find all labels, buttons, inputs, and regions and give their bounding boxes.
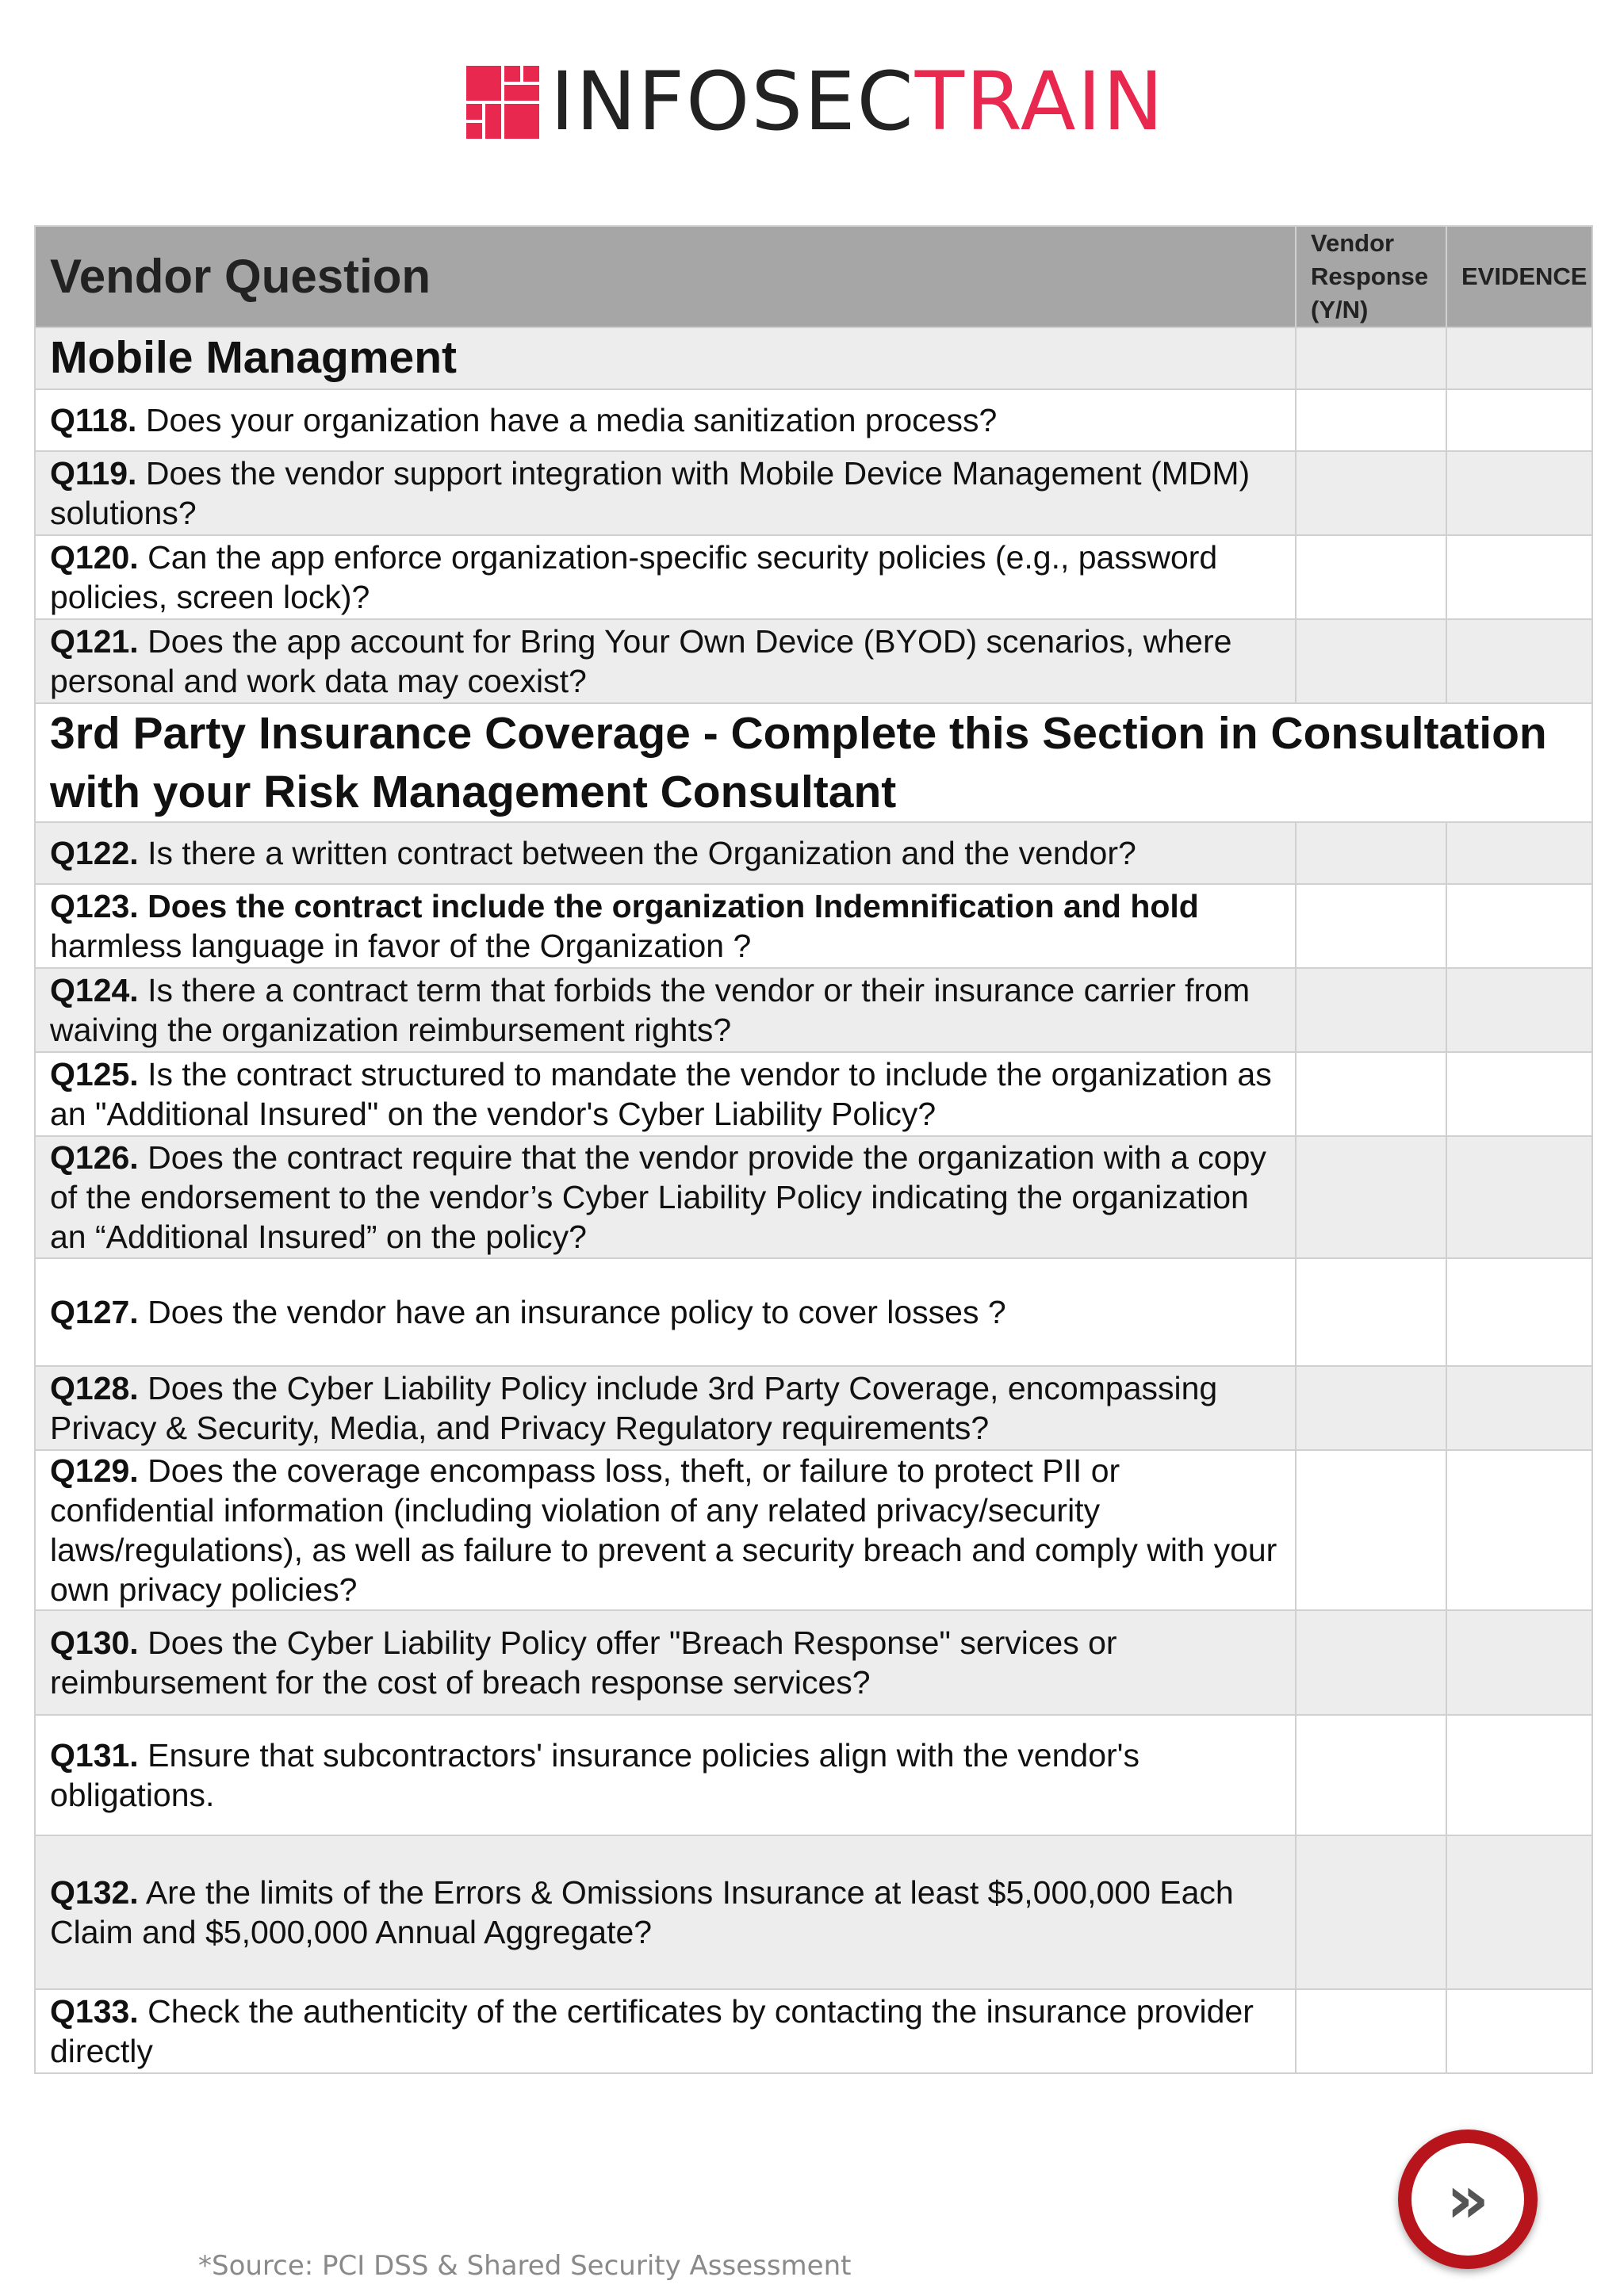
response-cell[interactable] <box>1296 1052 1446 1136</box>
question-body: Does the contract require that the vendor provide the organization with a copy of the endorsement to the vendor’s Cyber Liability Policy indicating the organization an “Additional Insured” on the policy? <box>50 1138 1266 1255</box>
response-cell[interactable] <box>1296 1136 1446 1258</box>
question-text <box>35 1052 1296 1136</box>
response-cell[interactable] <box>1296 451 1446 535</box>
question-text <box>35 1258 1296 1366</box>
evidence-cell[interactable] <box>1446 451 1592 535</box>
question-id: Q119. <box>50 454 137 492</box>
question-body: Does the app account for Bring Your Own Device (BYOD) scenarios, where personal and work data may coexist? <box>50 622 1232 699</box>
question-text <box>35 1989 1296 2073</box>
question-text <box>35 389 1296 451</box>
question-row <box>35 1052 1592 1136</box>
question-body: Does your organization have a media sanitization process? <box>136 401 998 438</box>
evidence-cell[interactable] <box>1446 1258 1592 1366</box>
response-cell[interactable] <box>1296 535 1446 619</box>
question-id: Q124. <box>50 971 139 1008</box>
question-text <box>35 1715 1296 1835</box>
question-text <box>35 1610 1296 1715</box>
question-row <box>35 968 1592 1052</box>
question-id: Q123. <box>50 887 139 924</box>
response-cell[interactable] <box>1296 327 1446 389</box>
question-body: Check the authenticity of the certificates by contacting the insurance provider directly <box>50 1992 1254 2069</box>
question-row <box>35 884 1592 968</box>
question-id: Q132. <box>50 1873 139 1911</box>
infosectrain-logo <box>466 55 1165 149</box>
section-title: 3rd Party Insurance Coverage - Complete this Section in Consultation with your Risk Management Consultant <box>35 703 1592 822</box>
response-cell[interactable] <box>1296 1989 1446 2073</box>
evidence-cell[interactable] <box>1446 535 1592 619</box>
question-text <box>35 968 1296 1052</box>
evidence-cell[interactable] <box>1446 1989 1592 2073</box>
response-cell[interactable] <box>1296 389 1446 451</box>
question-text <box>35 822 1296 884</box>
response-cell[interactable] <box>1296 1450 1446 1610</box>
logo-grid-icon <box>466 66 539 139</box>
question-id: Q131. <box>50 1736 139 1774</box>
header-vendor-response: Vendor Response (Y/N) <box>1296 226 1446 327</box>
section-row <box>35 703 1592 822</box>
section-title: Mobile Managment <box>35 327 1296 389</box>
question-text <box>35 1366 1296 1450</box>
evidence-cell[interactable] <box>1446 389 1592 451</box>
response-cell[interactable] <box>1296 968 1446 1052</box>
response-cell[interactable] <box>1296 1835 1446 1989</box>
question-row <box>35 1450 1592 1610</box>
question-text <box>35 619 1296 703</box>
question-bold-text: Does the contract include the organization Indemnification and hold <box>138 887 1199 924</box>
response-cell[interactable] <box>1296 1366 1446 1450</box>
question-id: Q130. <box>50 1624 139 1661</box>
question-body: Ensure that subcontractors' insurance policies align with the vendor's obligations. <box>50 1736 1139 1813</box>
question-row <box>35 1136 1592 1258</box>
question-body: Does the vendor support integration with Mobile Device Management (MDM) solutions? <box>50 454 1251 531</box>
evidence-cell[interactable] <box>1446 1450 1592 1610</box>
question-id: Q122. <box>50 834 139 871</box>
question-id: Q129. <box>50 1452 139 1489</box>
question-row <box>35 1989 1592 2073</box>
response-cell[interactable] <box>1296 1258 1446 1366</box>
question-row <box>35 1610 1592 1715</box>
question-text <box>35 535 1296 619</box>
evidence-cell[interactable] <box>1446 1835 1592 1989</box>
question-body: Does the coverage encompass loss, theft, or failure to protect PII or confidential information (including violation of any related privacy/security laws/regulations), as well as failure to prevent a security breach and comply with your own privacy policies? <box>50 1452 1277 1608</box>
question-body: Does the vendor have an insurance policy to cover losses ? <box>138 1293 1006 1330</box>
question-text <box>35 884 1296 968</box>
question-row <box>35 389 1592 451</box>
question-text <box>35 1136 1296 1258</box>
question-body: Can the app enforce organization-specific security policies (e.g., password policies, screen lock)? <box>50 538 1218 615</box>
evidence-cell[interactable] <box>1446 884 1592 968</box>
question-row <box>35 1835 1592 1989</box>
evidence-cell[interactable] <box>1446 327 1592 389</box>
response-cell[interactable] <box>1296 884 1446 968</box>
question-body: Are the limits of the Errors & Omissions Insurance at least $5,000,000 Each Claim and $5,000,000 Annual Aggregate? <box>50 1873 1234 1950</box>
question-row <box>35 535 1592 619</box>
question-id: Q126. <box>50 1138 139 1176</box>
evidence-cell[interactable] <box>1446 1366 1592 1450</box>
question-id: Q133. <box>50 1992 139 2030</box>
question-id: Q118. <box>50 401 137 438</box>
question-body: Does the Cyber Liability Policy offer "Breach Response" services or reimbursement for the cost of breach response services? <box>50 1624 1117 1701</box>
evidence-cell[interactable] <box>1446 968 1592 1052</box>
header-vendor-question: Vendor Question <box>35 226 1296 327</box>
evidence-cell[interactable] <box>1446 1136 1592 1258</box>
question-row <box>35 822 1592 884</box>
question-row <box>35 1715 1592 1835</box>
question-row <box>35 1258 1592 1366</box>
question-body: harmless language in favor of the Organization ? <box>50 927 752 964</box>
question-row <box>35 1366 1592 1450</box>
question-body: Is there a contract term that forbids the vendor or their insurance carrier from waiving the organization reimbursement rights? <box>50 971 1251 1048</box>
question-row <box>35 451 1592 535</box>
double-chevron-right-icon: » <box>1411 2143 1524 2256</box>
response-cell[interactable] <box>1296 619 1446 703</box>
response-cell[interactable] <box>1296 1610 1446 1715</box>
source-footnote: *Source: PCI DSS & Shared Security Assessment <box>198 2250 852 2282</box>
table-header-row <box>35 226 1592 327</box>
next-page-button[interactable] <box>1398 2130 1538 2269</box>
question-id: Q125. <box>50 1055 139 1093</box>
section-row <box>35 327 1592 389</box>
question-text <box>35 1835 1296 1989</box>
question-body: Is there a written contract between the Organization and the vendor? <box>138 834 1136 871</box>
question-row <box>35 619 1592 703</box>
question-body: Is the contract structured to mandate the vendor to include the organization as an "Additional Insured" on the vendor's Cyber Liability Policy? <box>50 1055 1272 1132</box>
question-id: Q127. <box>50 1293 139 1330</box>
logo-wordmark: INFOSECTRAIN <box>550 55 1165 149</box>
evidence-cell[interactable] <box>1446 619 1592 703</box>
header-evidence: EVIDENCE <box>1446 226 1592 327</box>
vendor-question-table <box>34 225 1593 2074</box>
question-text <box>35 1450 1296 1610</box>
question-id: Q120. <box>50 538 139 576</box>
response-cell[interactable] <box>1296 822 1446 884</box>
question-body: Does the Cyber Liability Policy include 3rd Party Coverage, encompassing Privacy & Security, Media, and Privacy Regulatory requirements? <box>50 1369 1218 1446</box>
evidence-cell[interactable] <box>1446 822 1592 884</box>
evidence-cell[interactable] <box>1446 1610 1592 1715</box>
evidence-cell[interactable] <box>1446 1715 1592 1835</box>
response-cell[interactable] <box>1296 1715 1446 1835</box>
question-id: Q121. <box>50 622 139 660</box>
question-id: Q128. <box>50 1369 139 1406</box>
evidence-cell[interactable] <box>1446 1052 1592 1136</box>
question-text <box>35 451 1296 535</box>
